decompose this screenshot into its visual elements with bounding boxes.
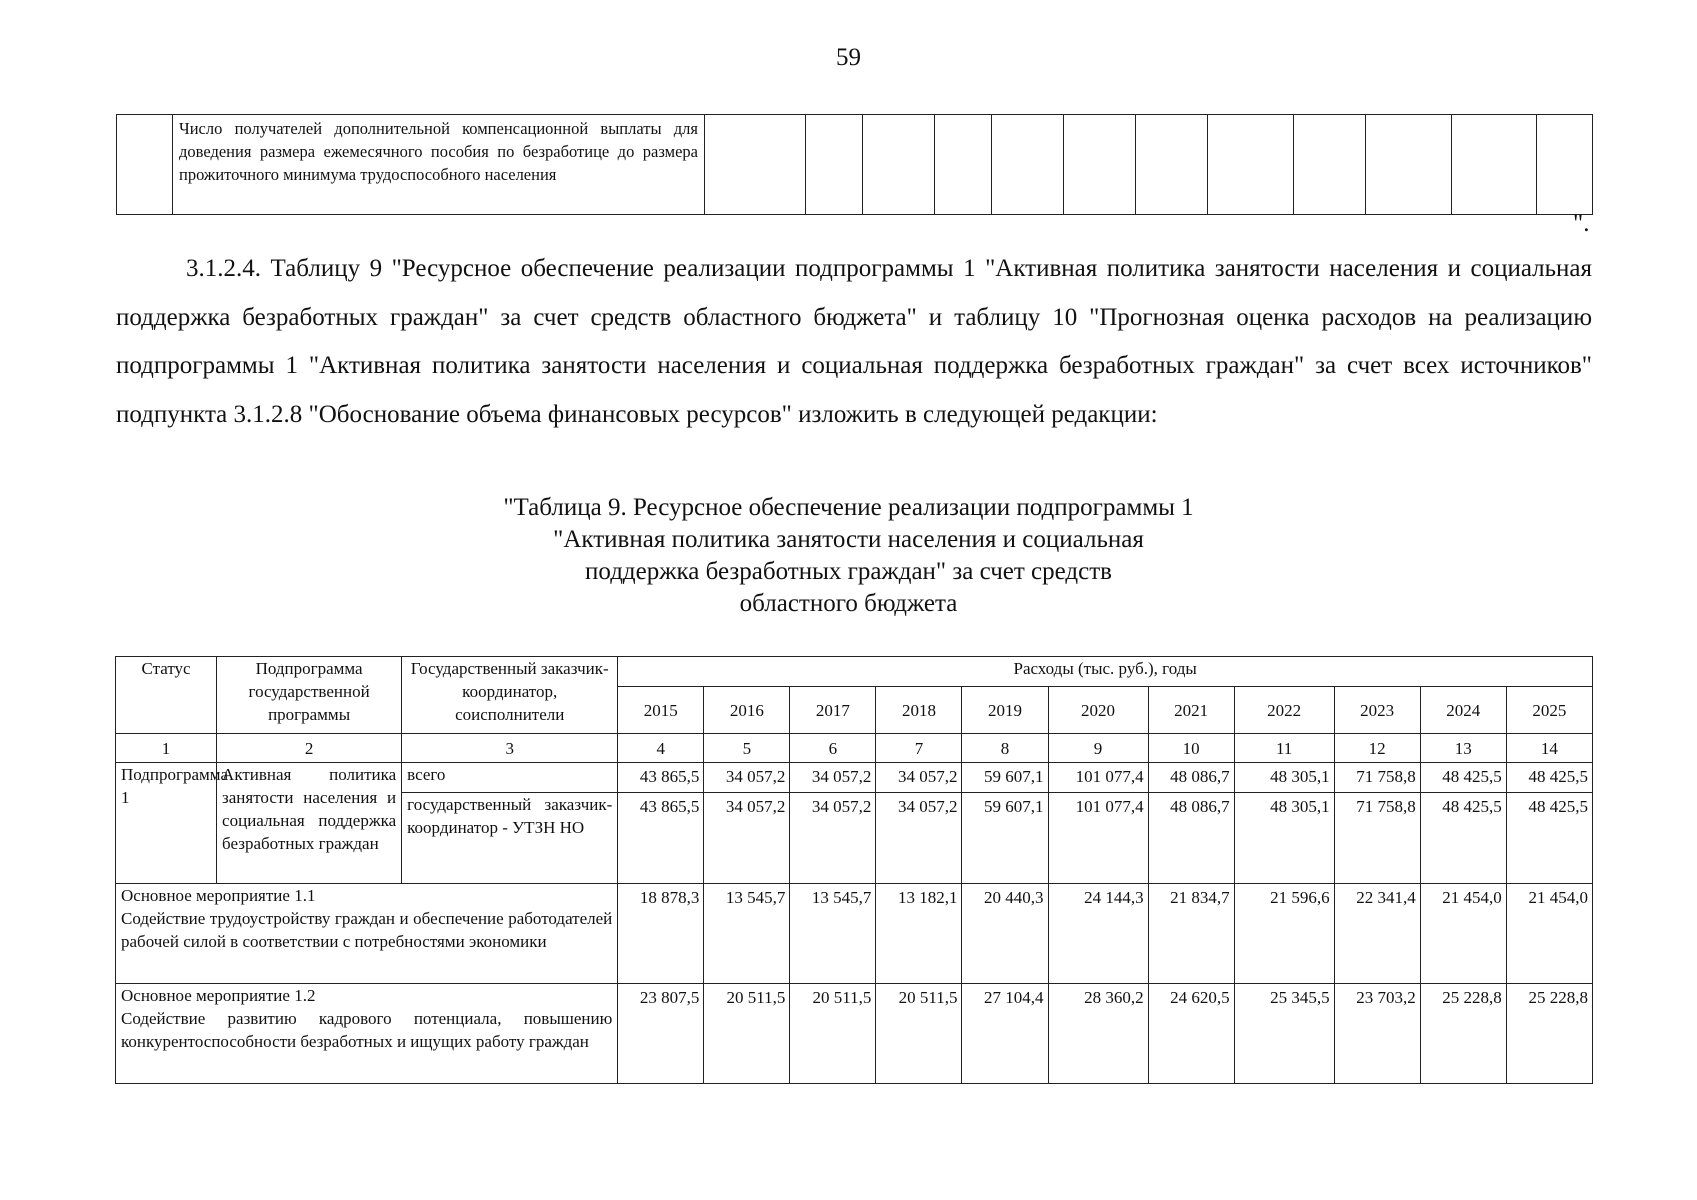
amendment-paragraph-text: 3.1.2.4. Таблицу 9 "Ресурсное обеспечение реализации подпрограммы 1 "Активная политика занятости населения и социальная поддержка безработных граждан" за счет средств областного бюджета" и таблицу 10 "Прогнозная оценка расходов на реализацию подпрограммы 1 "Активная политика занятости населения и социальная поддержка безработных граждан" за счет всех источников" подпункта 3.1.2.8 "Обоснование объема финансовых ресурсов" изложить в следующей редакции: [116, 255, 1592, 428]
resource-table [115, 656, 1593, 1084]
activity-value: 25 228,8 [1506, 984, 1592, 1084]
coordinator-value: 43 865,5 [618, 793, 704, 884]
activity-value: 13 182,1 [876, 884, 962, 984]
empty-cell [1208, 115, 1294, 215]
header-year: 2016 [704, 687, 790, 734]
header-year: 2024 [1420, 687, 1506, 734]
empty-cell [1366, 115, 1452, 215]
header-year: 2017 [790, 687, 876, 734]
coordinator-value: 48 425,5 [1420, 793, 1506, 884]
empty-cell [1064, 115, 1136, 215]
table-caption-line: областного бюджета [739, 590, 958, 617]
page-number: 59 [836, 44, 861, 71]
table-caption [0, 492, 1697, 620]
coordinator-value: 48 425,5 [1506, 793, 1592, 884]
empty-cell [1294, 115, 1366, 215]
total-value: 48 305,1 [1234, 763, 1334, 793]
coordinator-value: 101 077,4 [1048, 793, 1148, 884]
closing-quote-mark: ". [1573, 210, 1590, 237]
activity-description: Содействие развитию кадрового потенциала, повышению конкурентоспособности безработных и ищущих работу граждан [121, 1009, 613, 1051]
header-year: 2022 [1234, 687, 1334, 734]
empty-cell [1136, 115, 1208, 215]
activity-value: 21 596,6 [1234, 884, 1334, 984]
status-cell: Подпрограмма 1 [116, 763, 217, 884]
activity-value: 24 620,5 [1148, 984, 1234, 1084]
empty-cell [863, 115, 935, 215]
activity-value: 20 511,5 [790, 984, 876, 1084]
total-value: 43 865,5 [618, 763, 704, 793]
column-number: 4 [618, 734, 704, 763]
empty-cell [935, 115, 992, 215]
header-year: 2018 [876, 687, 962, 734]
column-number: 12 [1334, 734, 1420, 763]
header-year: 2020 [1048, 687, 1148, 734]
empty-cell [992, 115, 1064, 215]
total-value: 48 425,5 [1420, 763, 1506, 793]
column-number: 11 [1234, 734, 1334, 763]
column-number: 9 [1048, 734, 1148, 763]
column-number: 10 [1148, 734, 1234, 763]
coordinator-label-cell: государственный заказчик-координатор - УТЗН НО [402, 793, 618, 884]
coordinator-value: 59 607,1 [962, 793, 1048, 884]
coordinator-value: 34 057,2 [704, 793, 790, 884]
empty-cell [117, 115, 173, 215]
header-subprogram: Подпрограмма государственной программы [217, 657, 402, 734]
table-caption-line: поддержка безработных граждан" за счет средств [585, 558, 1112, 585]
empty-cell [705, 115, 806, 215]
activity-value: 13 545,7 [704, 884, 790, 984]
column-number: 7 [876, 734, 962, 763]
table-caption-line: "Активная политика занятости населения и социальная [553, 526, 1144, 553]
total-value: 71 758,8 [1334, 763, 1420, 793]
activity-title: Основное мероприятие 1.1 [121, 886, 316, 905]
activity-description: Содействие трудоустройству граждан и обеспечение работодателей рабочей силой в соответствии с потребностями экономики [121, 909, 613, 951]
activity-value: 23 807,5 [618, 984, 704, 1084]
activity-value: 23 703,2 [1334, 984, 1420, 1084]
indicator-name-cell: Число получателей дополнительной компенсационной выплаты для доведения размера ежемесячного пособия по безработице до размера прожиточного минимума трудоспособного населения [173, 115, 705, 215]
column-number: 13 [1420, 734, 1506, 763]
activity-cell [116, 884, 618, 984]
total-value: 48 086,7 [1148, 763, 1234, 793]
total-value: 34 057,2 [704, 763, 790, 793]
header-year: 2025 [1506, 687, 1592, 734]
activity-cell [116, 984, 618, 1084]
activity-value: 20 511,5 [704, 984, 790, 1084]
activity-value: 18 878,3 [618, 884, 704, 984]
coordinator-value: 48 305,1 [1234, 793, 1334, 884]
column-number: 5 [704, 734, 790, 763]
activity-value: 25 228,8 [1420, 984, 1506, 1084]
column-number: 14 [1506, 734, 1592, 763]
header-expenses: Расходы (тыс. руб.), годы [618, 657, 1593, 687]
coordinator-value: 34 057,2 [876, 793, 962, 884]
column-number: 6 [790, 734, 876, 763]
activity-value: 27 104,4 [962, 984, 1048, 1084]
activity-title: Основное мероприятие 1.2 [121, 986, 316, 1005]
coordinator-value: 71 758,8 [1334, 793, 1420, 884]
empty-cell [1537, 115, 1593, 215]
amendment-paragraph [116, 245, 1592, 439]
total-label-cell: всего [402, 763, 618, 793]
header-status: Статус [116, 657, 217, 734]
empty-cell [806, 115, 863, 215]
coordinator-value: 48 086,7 [1148, 793, 1234, 884]
activity-value: 22 341,4 [1334, 884, 1420, 984]
activity-value: 21 454,0 [1420, 884, 1506, 984]
column-number: 8 [962, 734, 1048, 763]
column-number: 3 [402, 734, 618, 763]
header-year: 2023 [1334, 687, 1420, 734]
continued-indicators-table [116, 114, 1593, 215]
header-year: 2015 [618, 687, 704, 734]
total-value: 59 607,1 [962, 763, 1048, 793]
total-value: 101 077,4 [1048, 763, 1148, 793]
empty-cell [1452, 115, 1537, 215]
activity-value: 21 834,7 [1148, 884, 1234, 984]
activity-value: 24 144,3 [1048, 884, 1148, 984]
header-customer: Государственный заказчик-координатор, соисполнители [402, 657, 618, 734]
table-caption-line: "Таблица 9. Ресурсное обеспечение реализации подпрограммы 1 [503, 494, 1194, 521]
activity-value: 20 440,3 [962, 884, 1048, 984]
subprogram-name-cell: Активная политика занятости населения и социальная поддержка безработных граждан [217, 763, 402, 884]
total-value: 34 057,2 [876, 763, 962, 793]
header-year: 2021 [1148, 687, 1234, 734]
activity-value: 21 454,0 [1506, 884, 1592, 984]
activity-value: 25 345,5 [1234, 984, 1334, 1084]
column-number: 2 [217, 734, 402, 763]
activity-value: 20 511,5 [876, 984, 962, 1084]
total-value: 34 057,2 [790, 763, 876, 793]
activity-value: 13 545,7 [790, 884, 876, 984]
column-number: 1 [116, 734, 217, 763]
activity-value: 28 360,2 [1048, 984, 1148, 1084]
header-year: 2019 [962, 687, 1048, 734]
total-value: 48 425,5 [1506, 763, 1592, 793]
coordinator-value: 34 057,2 [790, 793, 876, 884]
